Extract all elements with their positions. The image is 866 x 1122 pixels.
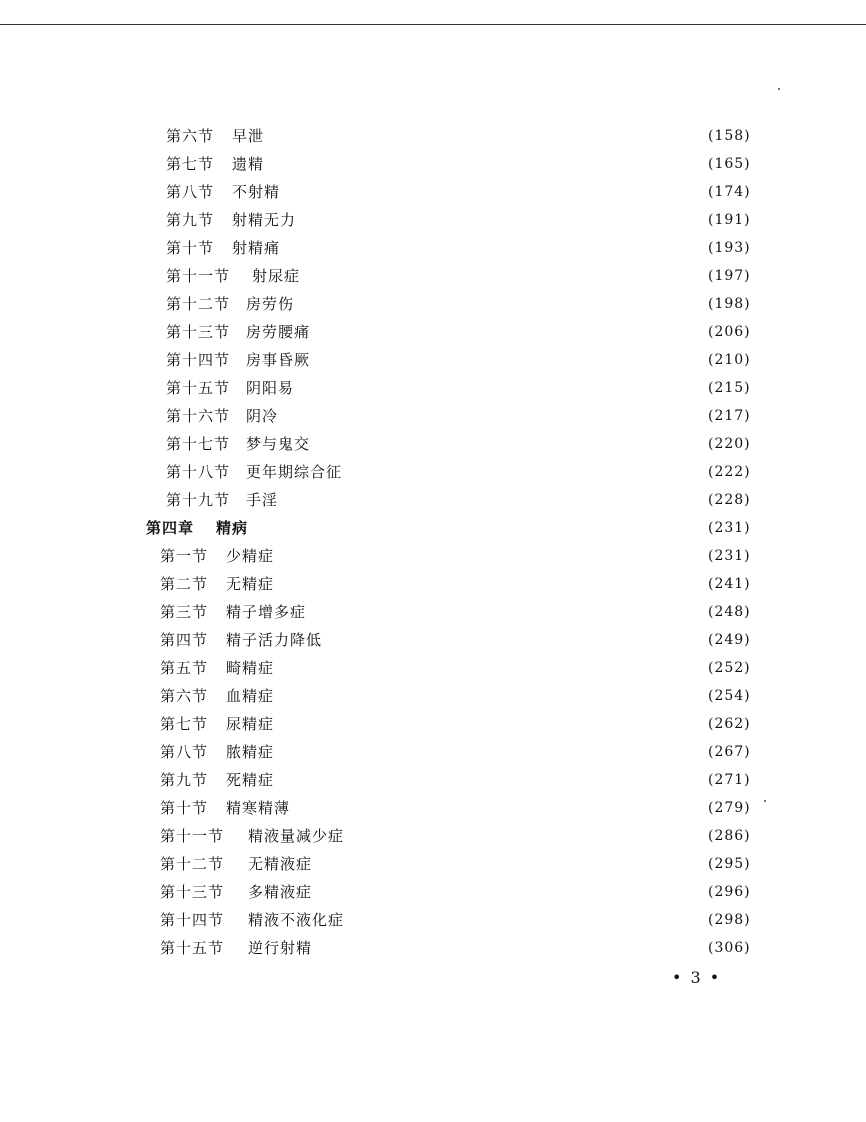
dot-leader bbox=[282, 488, 702, 512]
toc-section-title: 梦与鬼交 bbox=[246, 435, 311, 453]
toc-section-number: 第十一节 bbox=[166, 267, 231, 285]
toc-page-number: (241) bbox=[708, 576, 751, 592]
toc-section-number: 第十节 bbox=[160, 799, 209, 817]
dot-leader bbox=[326, 628, 702, 652]
toc-page-number: (174) bbox=[708, 184, 751, 200]
toc-page-number: (165) bbox=[708, 156, 751, 172]
toc-section-title: 房劳腰痛 bbox=[246, 323, 311, 341]
dot-leader bbox=[284, 180, 702, 204]
toc-section-number: 第九节 bbox=[166, 211, 215, 229]
dot-leader bbox=[346, 460, 702, 484]
toc-page-number: (286) bbox=[708, 828, 751, 844]
toc-section-title: 射精痛 bbox=[232, 239, 281, 257]
toc-page-number: (231) bbox=[708, 548, 751, 564]
toc-page-number: (306) bbox=[708, 940, 751, 956]
toc-page-number: (217) bbox=[708, 408, 751, 424]
toc-row bbox=[160, 824, 760, 848]
toc-section-number: 第七节 bbox=[166, 155, 215, 173]
top-rule bbox=[0, 24, 866, 25]
toc-section-title: 更年期综合征 bbox=[246, 463, 343, 481]
dot-leader bbox=[268, 124, 702, 148]
toc-page-number: (193) bbox=[708, 240, 751, 256]
toc-row bbox=[160, 796, 760, 820]
toc-page-number: (271) bbox=[708, 772, 751, 788]
toc-page-number: (220) bbox=[708, 436, 751, 452]
toc-section-title: 脓精症 bbox=[226, 743, 275, 761]
toc-section-number: 第六节 bbox=[166, 127, 215, 145]
toc-section-title: 逆行射精 bbox=[248, 939, 313, 957]
toc-row bbox=[166, 236, 760, 260]
dot-leader bbox=[316, 880, 702, 904]
toc-row bbox=[166, 404, 760, 428]
toc-section-number: 第十三节 bbox=[160, 883, 225, 901]
toc-page-number: (158) bbox=[708, 128, 751, 144]
toc-page-number: (295) bbox=[708, 856, 751, 872]
toc-section-number: 第十五节 bbox=[160, 939, 225, 957]
toc-section-number: 第九节 bbox=[160, 771, 209, 789]
dot-leader bbox=[298, 376, 702, 400]
toc-row bbox=[160, 740, 760, 764]
toc-section-number: 第十九节 bbox=[166, 491, 231, 509]
toc-section-number: 第四节 bbox=[160, 631, 209, 649]
toc-section-title: 手淫 bbox=[246, 491, 279, 509]
toc-row bbox=[160, 768, 760, 792]
dot-leader bbox=[268, 152, 702, 176]
toc-section-number: 第二节 bbox=[160, 575, 209, 593]
toc-section-number: 第十二节 bbox=[160, 855, 225, 873]
dot-leader bbox=[348, 908, 702, 932]
dot-leader bbox=[252, 516, 702, 540]
toc-section-title: 房劳伤 bbox=[246, 295, 295, 313]
toc-section-number: 第十六节 bbox=[166, 407, 231, 425]
toc-row bbox=[160, 544, 760, 568]
toc-page-number: (262) bbox=[708, 716, 751, 732]
toc-row bbox=[166, 460, 760, 484]
toc-section-number: 第八节 bbox=[160, 743, 209, 761]
toc-section-number: 第十五节 bbox=[166, 379, 231, 397]
toc-section-number: 第十三节 bbox=[166, 323, 231, 341]
toc-section-title: 少精症 bbox=[226, 547, 275, 565]
toc-page-number: (267) bbox=[708, 744, 751, 760]
toc-section-number: 第十八节 bbox=[166, 463, 231, 481]
dot-leader bbox=[314, 348, 702, 372]
toc-row bbox=[160, 712, 760, 736]
scan-speck bbox=[778, 88, 780, 90]
toc-section-number: 第十四节 bbox=[166, 351, 231, 369]
dot-leader bbox=[282, 404, 702, 428]
dot-leader bbox=[294, 796, 702, 820]
scan-speck bbox=[764, 800, 766, 802]
toc-section-number: 第一节 bbox=[160, 547, 209, 565]
toc-page-number: (206) bbox=[708, 324, 751, 340]
dot-leader bbox=[278, 684, 702, 708]
toc-section-title: 多精液症 bbox=[248, 883, 313, 901]
toc-section-number: 第六节 bbox=[160, 687, 209, 705]
toc-section-title: 射尿症 bbox=[252, 267, 301, 285]
toc-row bbox=[166, 264, 760, 288]
toc-page-number: (222) bbox=[708, 464, 751, 480]
toc-section-title: 精液不液化症 bbox=[248, 911, 345, 929]
dot-leader bbox=[310, 600, 702, 624]
toc-row bbox=[160, 684, 760, 708]
toc-row bbox=[166, 432, 760, 456]
dot-leader bbox=[314, 320, 702, 344]
toc-row bbox=[166, 292, 760, 316]
toc-page-number: (298) bbox=[708, 912, 751, 928]
toc-section-title: 无精症 bbox=[226, 575, 275, 593]
dot-leader bbox=[278, 656, 702, 680]
dot-leader bbox=[316, 936, 702, 960]
toc-section-title: 畸精症 bbox=[226, 659, 275, 677]
toc-row bbox=[160, 908, 760, 932]
toc-section-title: 遗精 bbox=[232, 155, 265, 173]
toc-row bbox=[160, 656, 760, 680]
toc-page-number: (210) bbox=[708, 352, 751, 368]
toc-section-title: 死精症 bbox=[226, 771, 275, 789]
page-number: • 3 • bbox=[672, 968, 722, 987]
toc-section-number: 第七节 bbox=[160, 715, 209, 733]
toc-section-title: 精子活力降低 bbox=[226, 631, 323, 649]
toc-section-title: 血精症 bbox=[226, 687, 275, 705]
toc-section-title: 不射精 bbox=[232, 183, 281, 201]
toc-section-number: 第十二节 bbox=[166, 295, 231, 313]
toc-section-title: 早泄 bbox=[232, 127, 265, 145]
toc-page-number: (215) bbox=[708, 380, 751, 396]
toc-row bbox=[160, 936, 760, 960]
toc-section-number: 第十节 bbox=[166, 239, 215, 257]
dot-leader bbox=[348, 824, 702, 848]
dot-leader bbox=[316, 852, 702, 876]
toc-page-number: (252) bbox=[708, 660, 751, 676]
toc-section-number: 第五节 bbox=[160, 659, 209, 677]
toc-section-number: 第十四节 bbox=[160, 911, 225, 929]
toc-section-title: 尿精症 bbox=[226, 715, 275, 733]
toc-row bbox=[166, 124, 760, 148]
dot-leader bbox=[278, 572, 702, 596]
toc-row bbox=[166, 152, 760, 176]
toc-page-number: (198) bbox=[708, 296, 751, 312]
toc-section-title: 射精无力 bbox=[232, 211, 297, 229]
dot-leader bbox=[284, 236, 702, 260]
toc-section-number: 第四章 bbox=[146, 519, 195, 537]
toc-page-number: (197) bbox=[708, 268, 751, 284]
toc-section-number: 第十七节 bbox=[166, 435, 231, 453]
dot-leader bbox=[298, 292, 702, 316]
toc-page-number: (296) bbox=[708, 884, 751, 900]
toc-section-title: 阴冷 bbox=[246, 407, 279, 425]
toc-section-title: 阴阳易 bbox=[246, 379, 295, 397]
toc-page-number: (191) bbox=[708, 212, 751, 228]
dot-leader bbox=[278, 544, 702, 568]
toc-row bbox=[166, 180, 760, 204]
toc-section-title: 无精液症 bbox=[248, 855, 313, 873]
dot-leader bbox=[304, 264, 702, 288]
toc-section-number: 第十一节 bbox=[160, 827, 225, 845]
dot-leader bbox=[300, 208, 702, 232]
toc-row bbox=[166, 320, 760, 344]
toc-row bbox=[160, 880, 760, 904]
toc-section-title: 精病 bbox=[216, 519, 249, 537]
toc-section-number: 第三节 bbox=[160, 603, 209, 621]
toc-page-number: (248) bbox=[708, 604, 751, 620]
dot-leader bbox=[278, 712, 702, 736]
toc-section-title: 精液量减少症 bbox=[248, 827, 345, 845]
toc-row bbox=[160, 628, 760, 652]
toc-row bbox=[166, 488, 760, 512]
toc-section-title: 精子增多症 bbox=[226, 603, 307, 621]
toc-chapter-row bbox=[146, 516, 760, 540]
toc-section-title: 精寒精薄 bbox=[226, 799, 291, 817]
toc-page-number: (279) bbox=[708, 800, 751, 816]
dot-leader bbox=[278, 740, 702, 764]
toc-page-number: (249) bbox=[708, 632, 751, 648]
toc-page-number: (231) bbox=[708, 520, 751, 536]
dot-leader bbox=[314, 432, 702, 456]
toc-section-title: 房事昏厥 bbox=[246, 351, 311, 369]
toc-row bbox=[160, 572, 760, 596]
toc-row bbox=[166, 208, 760, 232]
toc-page-number: (254) bbox=[708, 688, 751, 704]
toc-section-number: 第八节 bbox=[166, 183, 215, 201]
toc-row bbox=[160, 852, 760, 876]
dot-leader bbox=[278, 768, 702, 792]
toc-page-number: (228) bbox=[708, 492, 751, 508]
toc-row bbox=[166, 348, 760, 372]
toc-row bbox=[166, 376, 760, 400]
toc-row bbox=[160, 600, 760, 624]
